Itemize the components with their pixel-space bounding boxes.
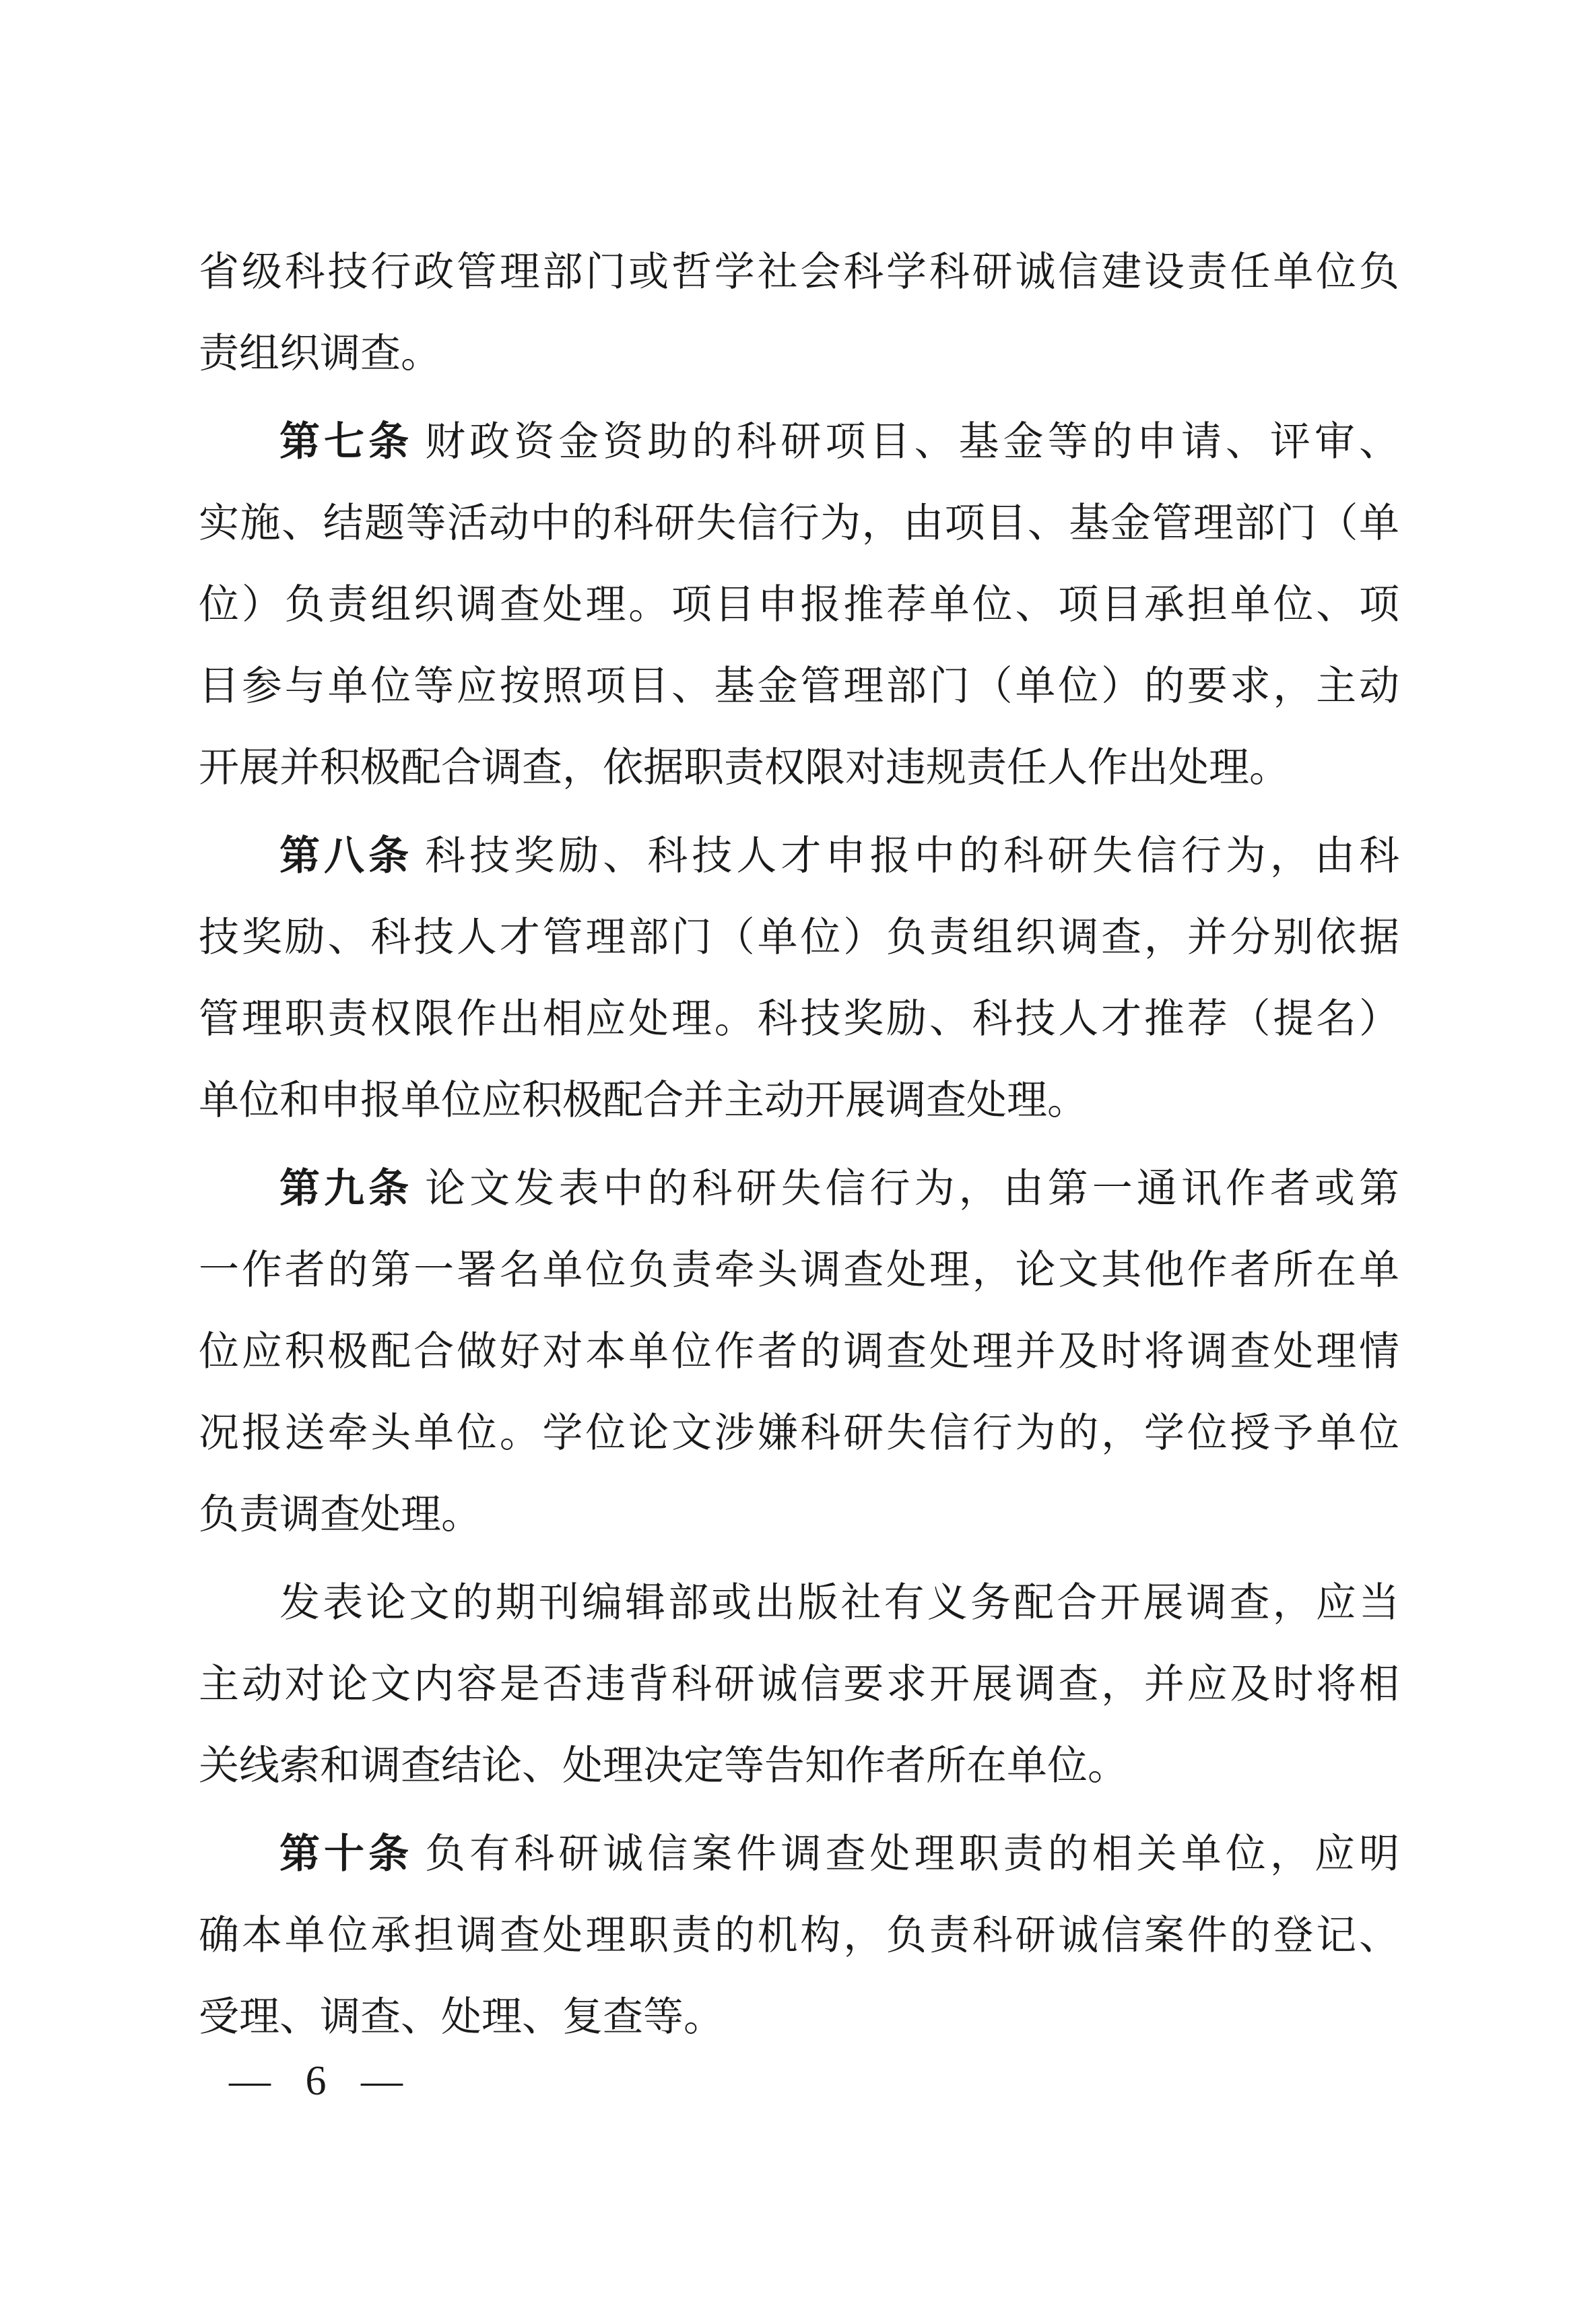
text-line: 关线索和调查结论、处理决定等告知作者所在单位。	[199, 1742, 1128, 1789]
text-line: 确本单位承担调查处理职责的机构，负责科研诚信案件的登记、	[199, 1912, 1399, 1959]
text-line: 责组织调查。	[199, 330, 441, 377]
text-line: 单位和申报单位应积极配合并主动开展调查处理。	[199, 1077, 1088, 1124]
text-line: 位）负责组织调查处理。项目申报推荐单位、项目承担单位、项	[199, 581, 1399, 628]
article-9	[199, 1148, 1399, 1556]
text-line: 财政资金资助的科研项目、基金等的申请、评审、	[425, 418, 1399, 465]
article-heading: 第七条	[279, 418, 413, 465]
text-line: 况报送牵头单位。学位论文涉嫌科研失信行为的，学位授予单位	[199, 1410, 1399, 1457]
text-line: 开展并积极配合调查，依据职责权限对违规责任人作出处理。	[199, 744, 1290, 791]
text-line: 负责调查处理。	[199, 1491, 481, 1538]
text-line: 技奖励、科技人才管理部门（单位）负责组织调查，并分别依据	[199, 914, 1399, 961]
paragraph-continued	[199, 232, 1399, 395]
text-line: 一作者的第一署名单位负责牵头调查处理，论文其他作者所在单	[199, 1247, 1399, 1294]
text-line: 实施、结题等活动中的科研失信行为，由项目、基金管理部门（单	[199, 500, 1399, 547]
text-line: 位应积极配合做好对本单位作者的调查处理并及时将调查处理情	[199, 1328, 1399, 1375]
article-heading: 第九条	[279, 1165, 413, 1212]
text-line: 发表论文的期刊编辑部或出版社有义务配合开展调查，应当	[279, 1579, 1399, 1626]
article-heading: 第八条	[279, 832, 413, 880]
article-10	[199, 1814, 1399, 2058]
article-8	[199, 816, 1399, 1142]
page-number: — 6 —	[229, 2058, 415, 2104]
text-line: 负有科研诚信案件调查处理职责的相关单位，应明	[425, 1830, 1399, 1878]
article-7	[199, 401, 1399, 809]
text-line: 科技奖励、科技人才申报中的科研失信行为，由科	[425, 832, 1399, 880]
text-line: 受理、调查、处理、复查等。	[199, 1993, 724, 2041]
text-line: 省级科技行政管理部门或哲学社会科学科研诚信建设责任单位负	[199, 249, 1399, 296]
text-line: 目参与单位等应按照项目、基金管理部门（单位）的要求，主动	[199, 663, 1399, 710]
text-line: 论文发表中的科研失信行为，由第一通讯作者或第	[425, 1165, 1399, 1212]
text-line: 主动对论文内容是否违背科研诚信要求开展调查，并应及时将相	[199, 1661, 1399, 1708]
text-line: 管理职责权限作出相应处理。科技奖励、科技人才推荐（提名）	[199, 995, 1399, 1043]
article-9-continued	[199, 1562, 1399, 1807]
document-body	[199, 232, 1399, 2065]
article-heading: 第十条	[279, 1830, 413, 1878]
